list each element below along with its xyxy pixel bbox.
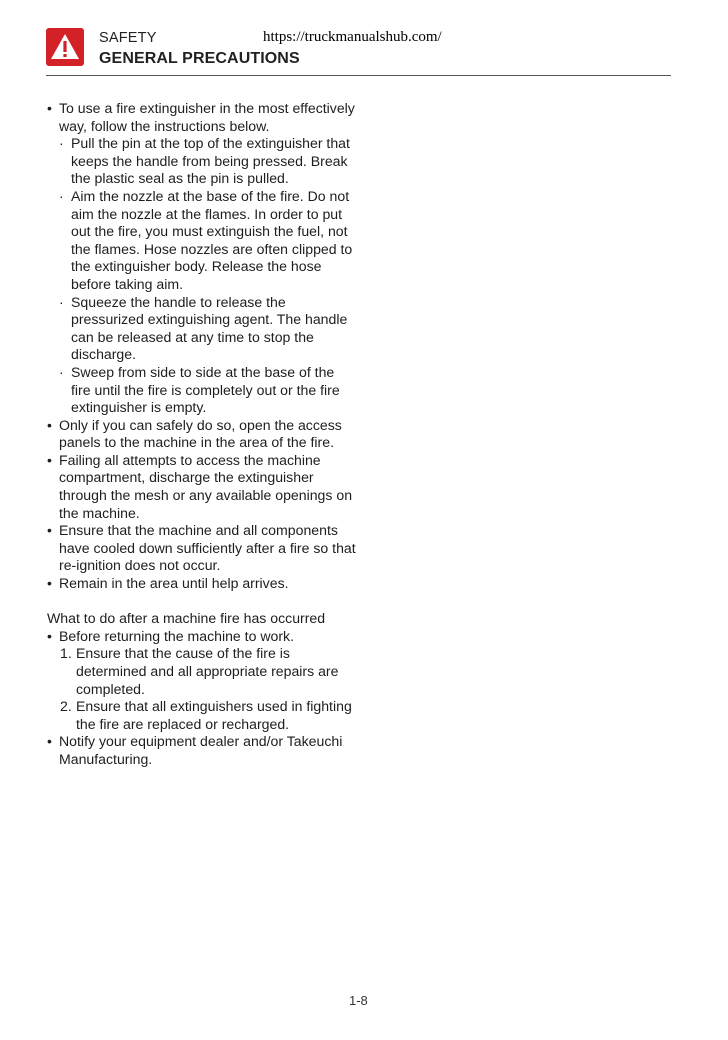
sub-list-item: · Pull the pin at the top of the extinguisher that keeps the handle from being pressed. Break the plastic seal as the pin is pulled.: [47, 135, 357, 188]
page-number: 1-8: [349, 993, 368, 1008]
sub-list-item: · Sweep from side to side at the base of the fire until the fire is completely out or the fire extinguisher is empty.: [47, 364, 357, 417]
numbered-step: [47, 645, 357, 698]
list-item: • Ensure that the machine and all components have cooled down sufficiently after a fire so that re-ignition does not occur.: [47, 522, 357, 575]
list-item: • Failing all attempts to access the machine compartment, discharge the extinguisher through the mesh or any available openings on the machine.: [47, 452, 357, 522]
body-content: [47, 100, 357, 769]
list-item: • Remain in the area until help arrives.: [47, 575, 357, 593]
list-item: • Before returning the machine to work.: [47, 628, 357, 646]
list-item: • Notify your equipment dealer and/or Takeuchi Manufacturing.: [47, 733, 357, 768]
list-item: • Only if you can safely do so, open the access panels to the machine in the area of the fire.: [47, 417, 357, 452]
page-title: GENERAL PRECAUTIONS: [99, 50, 300, 67]
step-text: Ensure that the cause of the fire is determined and all appropriate repairs are completed.: [76, 645, 339, 697]
numbered-step: [47, 698, 357, 733]
source-url[interactable]: https://truckmanualshub.com/: [263, 29, 442, 45]
sub-list-item: · Squeeze the handle to release the pressurized extinguishing agent. The handle can be released at any time to stop the discharge.: [47, 294, 357, 364]
header-divider: [46, 75, 671, 76]
list-item: • To use a fire extinguisher in the most effectively way, follow the instructions below.: [47, 100, 357, 135]
paragraph-spacer: [47, 593, 357, 611]
after-fire-heading: What to do after a machine fire has occurred: [47, 610, 326, 627]
section-label: SAFETY: [99, 30, 157, 46]
step-text: Ensure that all extinguishers used in fighting the fire are replaced or recharged.: [76, 698, 352, 732]
warning-triangle-icon: [46, 28, 84, 66]
step-number: 2.: [60, 698, 72, 715]
sub-list-item: · Aim the nozzle at the base of the fire. Do not aim the nozzle at the flames. In order to put out the fire, you must extinguish the fuel, not the flames. Hose nozzles are often clipped to the extinguisher body. Release the hose before taking aim.: [47, 188, 357, 294]
step-number: 1.: [60, 645, 72, 662]
